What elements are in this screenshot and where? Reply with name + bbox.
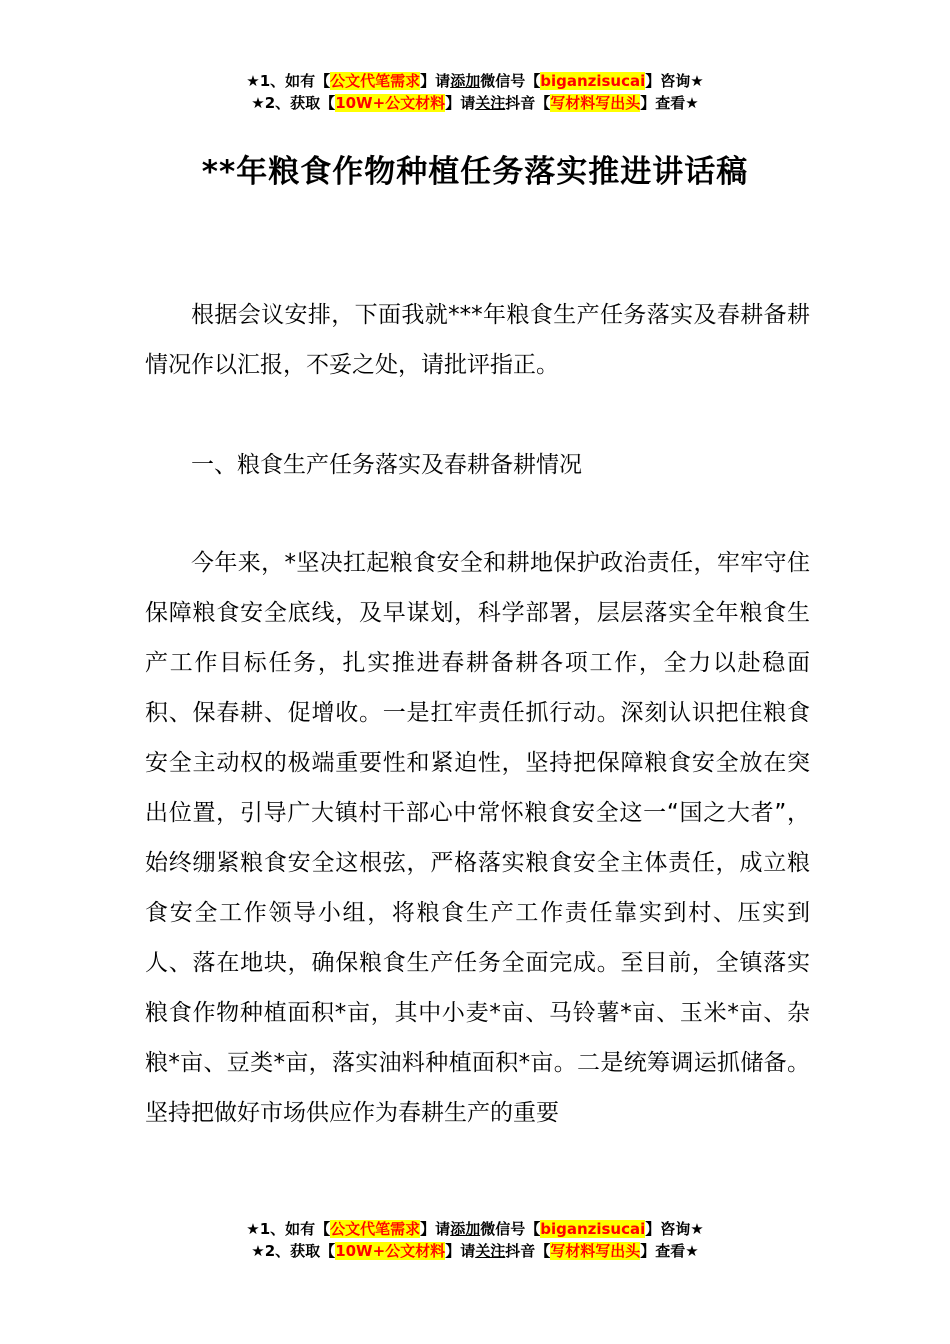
banner-underline: 关注 [475,94,506,112]
paragraph-intro [145,290,810,390]
banner-highlight: 10W+公文材料 [335,94,446,112]
banner-line-1 [0,1218,950,1240]
banner-text: 抖音【 [505,94,551,112]
banner-highlight: 公文代笔需求 [330,72,421,90]
banner-text: ★2、获取【 [251,94,336,112]
banner-underline: 关注 [475,1242,506,1260]
banner-highlight: 写材料写出头 [550,94,641,112]
banner-text: ★1、如有【 [246,72,331,90]
footer-banner [0,1218,950,1262]
banner-text: 】查看★ [640,1242,699,1260]
banner-text: 抖音【 [505,1242,551,1260]
banner-highlight: 写材料写出头 [550,1242,641,1260]
banner-text: 】咨询★ [645,72,704,90]
section-heading [145,440,810,490]
banner-text: 】请 [445,94,476,112]
banner-line-1 [0,70,950,92]
banner-line-2 [0,92,950,114]
banner-underline: 添加 [450,72,481,90]
banner-highlight: biganzisucai [540,1220,646,1238]
banner-highlight: 公文代笔需求 [330,1220,421,1238]
banner-text: 】请 [420,1220,451,1238]
banner-text: 】请 [445,1242,476,1260]
banner-underline: 添加 [450,1220,481,1238]
paragraph-text: 根据会议安排，下面我就***年粮食生产任务落实及春耕备耕情况作以汇报，不妥之处，请批评指正。 [145,302,810,378]
banner-text: 】查看★ [640,94,699,112]
paragraph-text: 今年来，*坚决扛起粮食安全和耕地保护政治责任，牢牢守住保障粮食安全底线，及早谋划，科学部署，层层落实全年粮食生产工作目标任务，扎实推进春耕备耕各项工作，全力以赴稳面积、保春耕、促增收。一是扛牢责任抓行动。深刻认识把住粮食安全主动权的极端重要性和紧迫性，坚持把保障粮食安全放在突出位置，引导广大镇村干部心中常怀粮食安全这一“国之大者”，始终绷紧粮食安全这根弦，严格落实粮食安全主体责任，成立粮食安全工作领导小组，将粮食生产工作责任靠实到村、压实到人、落在地块，确保粮食生产任务全面完成。至目前，全镇落实粮食作物种植面积*亩，其中小麦*亩、马铃薯*亩、玉米*亩、杂粮*亩、豆类*亩，落实油料种植面积*亩。二是统筹调运抓储备。坚持把做好市场供应作为春耕生产的重要 [145,550,810,1126]
header-banner [0,70,950,114]
banner-text: 微信号【 [480,1220,541,1238]
banner-text: 】请 [420,72,451,90]
banner-highlight: 10W+公文材料 [335,1242,446,1260]
banner-highlight: biganzisucai [540,72,646,90]
banner-text: ★2、获取【 [251,1242,336,1260]
banner-text: ★1、如有【 [246,1220,331,1238]
document-title: **年粮食作物种植任务落实推进讲话稿 [201,154,749,190]
banner-line-2 [0,1240,950,1262]
banner-text: 微信号【 [480,72,541,90]
paragraph-main [145,538,810,1138]
heading-text: 一、粮食生产任务落实及春耕备耕情况 [191,452,582,478]
banner-text: 】咨询★ [645,1220,704,1238]
